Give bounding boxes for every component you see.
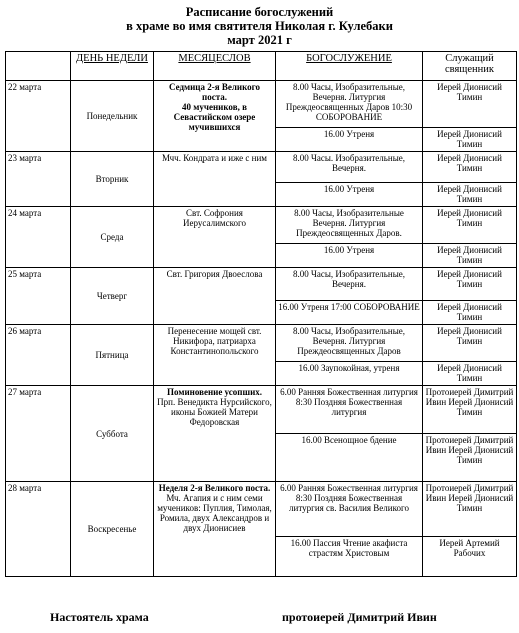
priest-cell: Протоиерей Димитрий Ивин Иерей Дионисий Тимин: [423, 482, 517, 537]
priest-cell: Протоиерей Димитрий Ивин Иерей Дионисий Тимин: [423, 386, 517, 434]
table-row: [6, 81, 517, 128]
service-cell: 16.00 Утреня: [276, 183, 423, 207]
menologion-cell: [154, 386, 276, 482]
rector-label: Настоятель храма: [50, 610, 149, 624]
menologion-cell: [154, 152, 276, 207]
menologion-cell: [154, 482, 276, 577]
date-cell: 26 марта: [6, 325, 71, 386]
service-cell: 8.00 Часы, Изобразительные Вечерня. Литургия Преждеосвященных Даров.: [276, 207, 423, 244]
schedule-title: Расписание богослужений: [185, 5, 334, 19]
table-row: [6, 207, 517, 244]
priest-cell: Иерей Дионисий Тимин: [423, 268, 517, 301]
weekday-cell: Четверг: [71, 268, 154, 325]
service-cell: 16.00 Утреня: [276, 128, 423, 152]
date-cell: 24 марта: [6, 207, 71, 268]
priest-cell: Иерей Дионисий Тимин: [423, 152, 517, 183]
table-row: [6, 152, 517, 183]
service-header: БОГОСЛУЖЕНИЕ: [276, 52, 423, 81]
service-cell: 6.00 Ранняя Божественная литургия 8:30 Поздняя Божественная литургия: [276, 386, 423, 434]
date-cell: 22 марта: [6, 81, 71, 152]
menologion-header: МЕСЯЦЕСЛОВ: [154, 52, 276, 81]
menologion-line: Мчч. Кондрата и иже с ним: [161, 153, 267, 163]
menologion-line: 40 мучеников, в Севастийском озере мучившихся: [173, 102, 256, 132]
priest-cell: Иерей Дионисий Тимин: [423, 244, 517, 268]
date-header: [6, 52, 71, 81]
service-cell: 16.00 Утреня: [276, 244, 423, 268]
service-cell: 16.00 Пассия Чтение акафиста страстям Христовым: [276, 537, 423, 577]
priest-header: Служащий священник: [423, 52, 517, 81]
table-row: [6, 482, 517, 537]
table-row: [6, 325, 517, 362]
date-cell: 28 марта: [6, 482, 71, 577]
table-row: [6, 386, 517, 434]
service-cell: 8.00 Часы, Изобразительные, Вечерня. Литургия Преждеосвященных Даров: [276, 325, 423, 362]
menologion-cell: [154, 207, 276, 268]
weekday-cell: Среда: [71, 207, 154, 268]
service-cell: 16.00 Утреня 17:00 СОБОРОВАНИЕ: [276, 301, 423, 325]
priest-cell: Протоиерей Димитрий Ивин Иерей Дионисий Тимин: [423, 434, 517, 482]
menologion-line: Перенесение мощей свт. Никифора, патриарха Константинопольского: [167, 326, 262, 356]
weekday-cell: Суббота: [71, 386, 154, 482]
date-cell: 25 марта: [6, 268, 71, 325]
service-cell: 6.00 Ранняя Божественная литургия 8:30 Поздняя Божественная литургия св. Василия Великого: [276, 482, 423, 537]
priest-cell: Иерей Дионисий Тимин: [423, 128, 517, 152]
service-cell: 16.00 Всенощное бдение: [276, 434, 423, 482]
service-cell: 8.00 Часы. Изобразительные, Вечерня.: [276, 152, 423, 183]
table-row: [6, 268, 517, 301]
menologion-line: Неделя 2-я Великого поста.: [158, 483, 271, 493]
menologion-line: Поминовение усопших.: [166, 387, 262, 397]
menologion-line: Мч. Агапия и с ним семи мучеников: Пуплия, Тимолая, Ромила, двух Александров и двух Дионисиев: [157, 493, 272, 533]
priest-cell: Иерей Дионисий Тимин: [423, 301, 517, 325]
priest-cell: Иерей Дионисий Тимин: [423, 81, 517, 128]
menologion-line: Свт. Григория Двоеслова: [166, 269, 263, 279]
menologion-line: Прп. Венедикта Нурсийского, иконы Божией Матери Федоровская: [157, 397, 272, 427]
menologion-cell: [154, 268, 276, 325]
month-year: март 2021 г: [227, 33, 292, 47]
schedule-table: [5, 51, 517, 577]
weekday-cell: Воскресенье: [71, 482, 154, 577]
menologion-cell: [154, 81, 276, 152]
day-header: ДЕНЬ НЕДЕЛИ: [71, 52, 154, 81]
priest-cell: Иерей Дионисий Тимин: [423, 362, 517, 386]
service-cell: 8.00 Часы, Изобразительные, Вечерня.: [276, 268, 423, 301]
priest-cell: Иерей Артемий Рабочих: [423, 537, 517, 577]
priest-cell: Иерей Дионисий Тимин: [423, 325, 517, 362]
menologion-cell: [154, 325, 276, 386]
weekday-cell: Пятница: [71, 325, 154, 386]
rector-name: протоиерей Димитрий Ивин: [282, 610, 437, 624]
menologion-line: Свт. Софрония Иерусалимского: [183, 208, 246, 228]
date-cell: 27 марта: [6, 386, 71, 482]
priest-cell: Иерей Дионисий Тимин: [423, 207, 517, 244]
service-cell: 16.00 Заупокойная, утреня: [276, 362, 423, 386]
menologion-line: Седмица 2-я Великого поста.: [168, 82, 261, 102]
weekday-cell: Вторник: [71, 152, 154, 207]
church-name: в храме во имя святителя Николая г. Кулебаки: [126, 19, 393, 33]
service-cell: 8.00 Часы, Изобразительные, Вечерня. Литургия Преждеосвященных Даров 10:30 СОБОРОВАНИЕ: [276, 81, 423, 128]
weekday-cell: Понедельник: [71, 81, 154, 152]
priest-cell: Иерей Дионисий Тимин: [423, 183, 517, 207]
date-cell: 23 марта: [6, 152, 71, 207]
